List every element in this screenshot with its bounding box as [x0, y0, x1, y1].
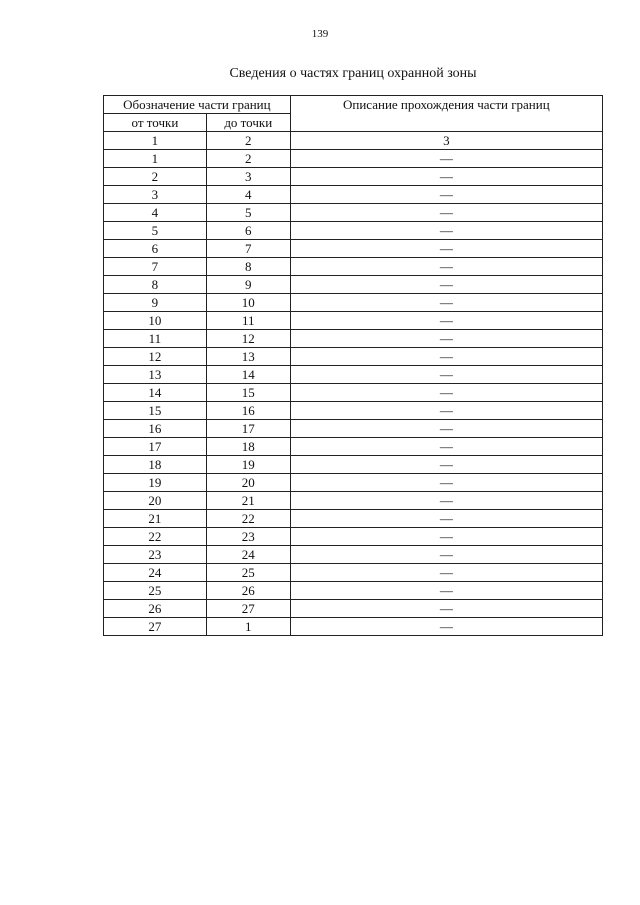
table-row [104, 384, 603, 402]
description-cell: — [290, 546, 602, 564]
table-row [104, 564, 603, 582]
table-row [104, 474, 603, 492]
to-point-cell: 7 [206, 240, 290, 258]
from-point-cell: 20 [104, 492, 207, 510]
to-point-cell: 10 [206, 294, 290, 312]
from-point-cell: 11 [104, 330, 207, 348]
description-cell: — [290, 402, 602, 420]
to-point-cell: 9 [206, 276, 290, 294]
from-point-cell: 14 [104, 384, 207, 402]
to-point-cell: 1 [206, 618, 290, 636]
description-cell: — [290, 276, 602, 294]
table-row [104, 294, 603, 312]
description-cell: — [290, 528, 602, 546]
description-cell: — [290, 348, 602, 366]
to-point-cell: 12 [206, 330, 290, 348]
to-point-cell: 15 [206, 384, 290, 402]
table-row [104, 618, 603, 636]
to-point-cell: 4 [206, 186, 290, 204]
from-point-cell: 22 [104, 528, 207, 546]
numbering-row [104, 132, 603, 150]
table-row [104, 402, 603, 420]
from-point-cell: 8 [104, 276, 207, 294]
to-point-cell: 5 [206, 204, 290, 222]
description-cell: — [290, 222, 602, 240]
from-point-cell: 23 [104, 546, 207, 564]
to-point-cell: 21 [206, 492, 290, 510]
to-point-cell: 18 [206, 438, 290, 456]
header-row [104, 96, 603, 114]
table-row [104, 456, 603, 474]
from-point-cell: 18 [104, 456, 207, 474]
description-cell: — [290, 618, 602, 636]
table-row [104, 528, 603, 546]
from-point-cell: 4 [104, 204, 207, 222]
from-point-cell: 5 [104, 222, 207, 240]
header-to-point: до точки [206, 114, 290, 132]
description-cell: — [290, 186, 602, 204]
to-point-cell: 27 [206, 600, 290, 618]
description-cell: — [290, 384, 602, 402]
from-point-cell: 25 [104, 582, 207, 600]
from-point-cell: 7 [104, 258, 207, 276]
table-row [104, 150, 603, 168]
description-cell: — [290, 600, 602, 618]
from-point-cell: 15 [104, 402, 207, 420]
to-point-cell: 17 [206, 420, 290, 438]
description-cell: — [290, 366, 602, 384]
table-row [104, 204, 603, 222]
to-point-cell: 25 [206, 564, 290, 582]
to-point-cell: 13 [206, 348, 290, 366]
to-point-cell: 20 [206, 474, 290, 492]
description-cell: — [290, 168, 602, 186]
from-point-cell: 26 [104, 600, 207, 618]
to-point-cell: 8 [206, 258, 290, 276]
from-point-cell: 16 [104, 420, 207, 438]
header-boundary-designation: Обозначение части границ [104, 96, 291, 114]
table-row [104, 510, 603, 528]
numbering-cell: 3 [290, 132, 602, 150]
table-row [104, 438, 603, 456]
from-point-cell: 13 [104, 366, 207, 384]
table-row [104, 168, 603, 186]
from-point-cell: 17 [104, 438, 207, 456]
from-point-cell: 10 [104, 312, 207, 330]
description-cell: — [290, 438, 602, 456]
from-point-cell: 9 [104, 294, 207, 312]
to-point-cell: 3 [206, 168, 290, 186]
from-point-cell: 6 [104, 240, 207, 258]
description-cell: — [290, 564, 602, 582]
description-cell: — [290, 582, 602, 600]
numbering-cell: 2 [206, 132, 290, 150]
from-point-cell: 21 [104, 510, 207, 528]
header-description: Описание прохождения части границ [290, 96, 602, 132]
to-point-cell: 26 [206, 582, 290, 600]
header-from-point: от точки [104, 114, 207, 132]
to-point-cell: 11 [206, 312, 290, 330]
table-row [104, 222, 603, 240]
description-cell: — [290, 474, 602, 492]
to-point-cell: 2 [206, 150, 290, 168]
to-point-cell: 16 [206, 402, 290, 420]
table-row [104, 276, 603, 294]
to-point-cell: 24 [206, 546, 290, 564]
from-point-cell: 12 [104, 348, 207, 366]
to-point-cell: 22 [206, 510, 290, 528]
description-cell: — [290, 294, 602, 312]
table-row [104, 312, 603, 330]
table-row [104, 330, 603, 348]
boundary-table [103, 95, 603, 636]
description-cell: — [290, 258, 602, 276]
table-row [104, 348, 603, 366]
from-point-cell: 3 [104, 186, 207, 204]
description-cell: — [290, 420, 602, 438]
page-number: 139 [311, 28, 329, 40]
description-cell: — [290, 240, 602, 258]
table-row [104, 546, 603, 564]
to-point-cell: 6 [206, 222, 290, 240]
to-point-cell: 23 [206, 528, 290, 546]
table-row [104, 240, 603, 258]
description-cell: — [290, 510, 602, 528]
numbering-cell: 1 [104, 132, 207, 150]
description-cell: — [290, 330, 602, 348]
table-row [104, 420, 603, 438]
table-row [104, 600, 603, 618]
description-cell: — [290, 150, 602, 168]
from-point-cell: 27 [104, 618, 207, 636]
from-point-cell: 2 [104, 168, 207, 186]
table-row [104, 258, 603, 276]
to-point-cell: 19 [206, 456, 290, 474]
description-cell: — [290, 312, 602, 330]
from-point-cell: 24 [104, 564, 207, 582]
description-cell: — [290, 492, 602, 510]
to-point-cell: 14 [206, 366, 290, 384]
description-cell: — [290, 204, 602, 222]
table-row [104, 366, 603, 384]
table-row [104, 582, 603, 600]
description-cell: — [290, 456, 602, 474]
from-point-cell: 19 [104, 474, 207, 492]
from-point-cell: 1 [104, 150, 207, 168]
table-row [104, 186, 603, 204]
document-title: Сведения о частях границ охранной зоны [229, 66, 477, 81]
table-row [104, 492, 603, 510]
